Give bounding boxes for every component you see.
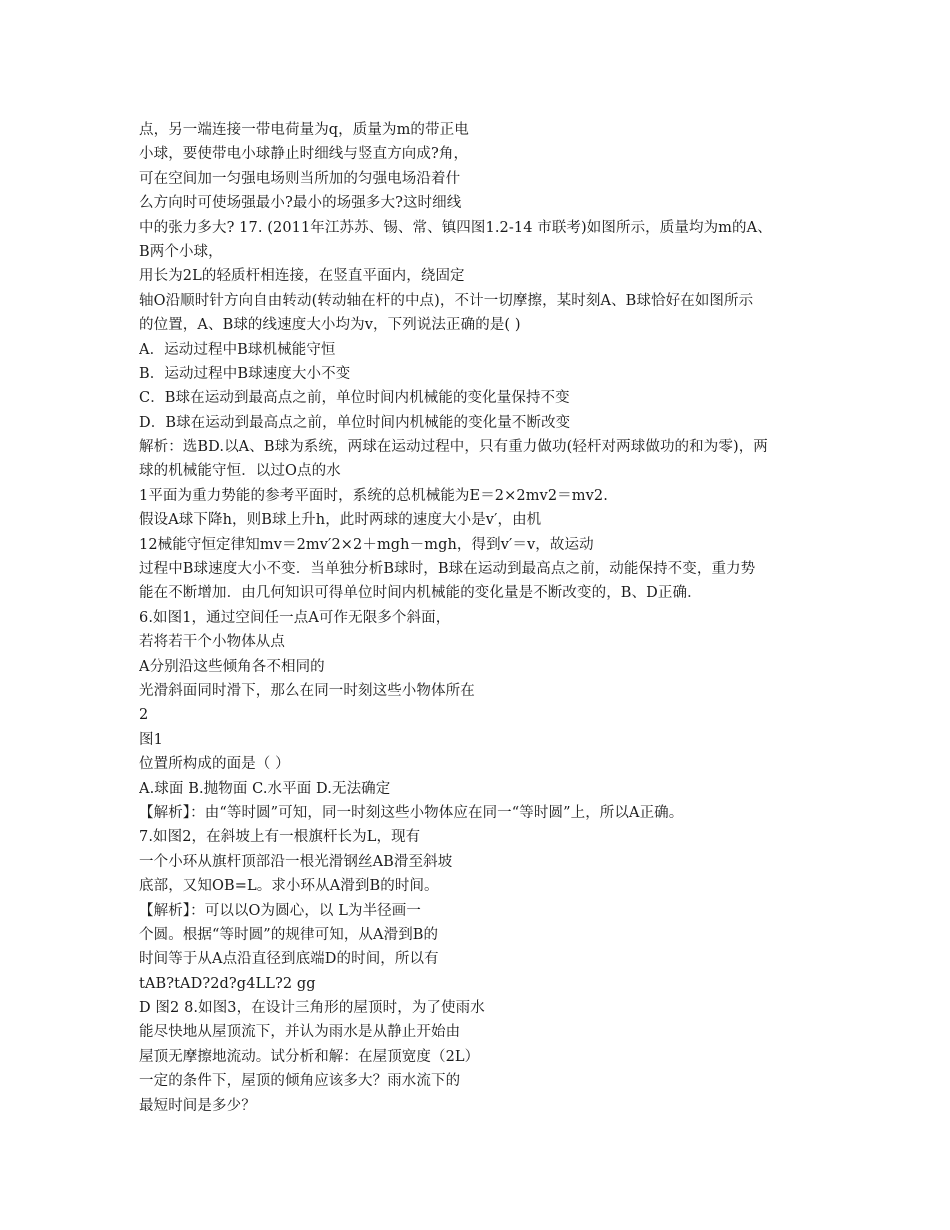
- text-line: D 图2 8.如图3，在设计三角形的屋顶时，为了使雨水: [139, 1000, 485, 1017]
- text-line: 最短时间是多少？: [139, 1097, 256, 1114]
- text-line: 过程中B球速度大小不变．当单独分析B球时，B球在运动到最高点之前，动能保持不变，重力势: [139, 561, 756, 578]
- text-line: 可在空间加一匀强电场则当所加的匀强电场沿着什: [139, 170, 461, 187]
- text-line: 轴O沿顺时针方向自由转动(转动轴在杆的中点)，不计一切摩擦，某时刻A、B球恰好在如图所示: [139, 292, 754, 309]
- text-line: 1平面为重力势能的参考平面时，系统的总机械能为E＝2×2mv2＝mv2.: [139, 487, 608, 504]
- text-line: 能尽快地从屋顶流下，并认为雨水是从静止开始由: [139, 1024, 461, 1041]
- text-line: 个圆。根据“等时圆”的规律可知，从A滑到B的: [139, 926, 439, 943]
- text-line: 能在不断增加．由几何知识可得单位时间内机械能的变化量是不断改变的，B、D正确．: [139, 585, 702, 602]
- text-line: 点，另一端连接一带电荷量为q，质量为m的带正电: [139, 122, 469, 138]
- text-line: 的位置，A、B球的线速度大小均为v，下列说法正确的是( ): [139, 317, 521, 334]
- text-line: B两个小球，: [139, 243, 223, 260]
- text-line: 底部，又知OB=L。求小环从A滑到B的时间。: [139, 878, 439, 895]
- text-line: 2: [139, 707, 149, 724]
- text-line: 12械能守恒定律知mv＝2mv′2×2＋mgh－mgh，得到v′＝v，故运动: [139, 536, 594, 553]
- text-line: 中的张力多大? 17. (2011年江苏苏、锡、常、镇四图1.2-14 市联考)如图所示，质量均为m的A、: [139, 219, 772, 236]
- text-line: 时间等于从A点沿直径到底端D的时间，所以有: [139, 951, 439, 968]
- text-line: 么方向时可使场强最小?最小的场强多大?这时细线: [139, 195, 462, 212]
- text-line: 用长为2L的轻质杆相连接，在竖直平面内，绕固定: [139, 268, 465, 285]
- text-line: 【解析】：由“等时圆”可知，同一时刻这些小物体应在同一“等时圆”上，所以A正确。: [139, 804, 684, 821]
- text-line: 图1: [139, 731, 163, 748]
- text-line: A分别沿这些倾角各不相同的: [139, 658, 325, 675]
- text-line: A.球面 B.抛物面 C.水平面 D.无法确定: [139, 780, 391, 797]
- text-line: 小球，要使带电小球静止时细线与竖直方向成?角，: [139, 146, 469, 163]
- text-line: B．运动过程中B球速度大小不变: [139, 365, 351, 382]
- text-line: 球的机械能守恒．以过O点的水: [139, 463, 341, 480]
- text-line: A．运动过程中B球机械能守恒: [139, 341, 336, 358]
- text-line: 屋顶无摩擦地流动。试分析和解：在屋顶宽度（2L）: [139, 1048, 480, 1065]
- text-line: 6.如图1，通过空间任一点A可作无限多个斜面，: [139, 609, 451, 626]
- text-line: 解析：选BD.以A、B球为系统，两球在运动过程中，只有重力做功(轻杆对两球做功的和为零)，两: [139, 439, 768, 456]
- text-line: C．B球在运动到最高点之前，单位时间内机械能的变化量保持不变: [139, 390, 570, 407]
- text-line: 【解析】：可以以O为圆心，以 L为半径画一: [139, 902, 421, 919]
- text-line: 一个小环从旗杆顶部沿一根光滑钢丝AB滑至斜坡: [139, 853, 453, 870]
- text-line: 假设A球下降h，则B球上升h，此时两球的速度大小是v′，由机: [139, 512, 542, 529]
- text-line: 一定的条件下，屋顶的倾角应该多大？雨水流下的: [139, 1073, 461, 1090]
- text-line: tAB?tAD?2d?g4LL?2 gg: [139, 975, 316, 992]
- text-line: 7.如图2，在斜坡上有一根旗杆长为L，现有: [139, 829, 421, 846]
- text-line: D．B球在运动到最高点之前，单位时间内机械能的变化量不断改变: [139, 414, 571, 431]
- text-line: 若将若干个小物体从点: [139, 634, 285, 651]
- text-line: 位置所构成的面是（ ）: [139, 756, 290, 773]
- text-line: 光滑斜面同时滑下，那么在同一时刻这些小物体所在: [139, 682, 475, 699]
- document-body: [139, 118, 829, 1118]
